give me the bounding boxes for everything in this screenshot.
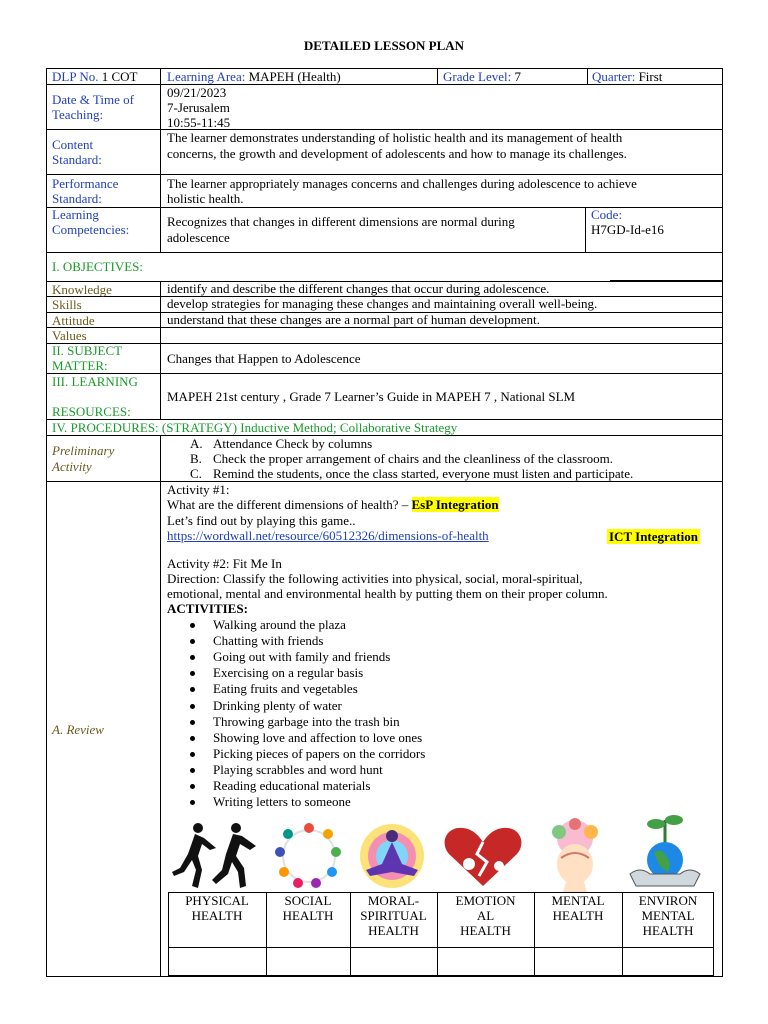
bullet-icon [190,784,195,789]
content-standard-label-2: Standard: [52,152,102,167]
column-emotional-health: EMOTION AL HEALTH [455,893,516,938]
competencies-text: Recognizes that changes in different dimensions are normal during [167,214,515,229]
bullet-icon [190,704,195,709]
activity-item: Reading educational materials [213,778,371,793]
activity-item: Going out with family and friends [213,649,391,665]
performance-standard-text: The learner appropriately manages concerns and challenges during adolescence to achieve [167,176,637,191]
activity-item: Exercising on a regular basis [213,665,364,681]
code-label: Code: [591,207,623,222]
column-physical-health: PHYSICAL HEALTH [185,893,249,923]
direction-text-2: emotional, mental and environmental health by putting them on their proper column. [167,586,608,601]
resources-label-2: RESOURCES: [52,404,131,419]
activities-heading: ACTIVITIES: [167,601,248,616]
preliminary-item: Check the proper arrangement of chairs and the cleanliness of the classroom. [213,451,613,466]
column-moral-spiritual-health: MORAL- SPIRITUAL HEALTH [360,893,427,938]
code-value: H7GD-Id-e16 [591,222,664,237]
attitude-text: understand that these changes are a normal part of human development. [167,312,540,327]
flower-head-icon [537,818,613,892]
subject-matter-label: II. SUBJECT [52,343,123,358]
attitude-label: Attitude [52,313,95,328]
preliminary-mark-c: C. [190,466,202,481]
objectives-heading: I. OBJECTIVES: [52,259,143,274]
activity2-title: Activity #2: Fit Me In [167,556,282,571]
quarter-field: Quarter: First [592,69,663,84]
preliminary-label: Preliminary [52,443,115,458]
activity-item: Drinking plenty of water [213,697,342,713]
subject-matter-label-2: MATTER: [52,358,108,373]
meditation-icon [352,820,432,892]
column-mental-health: MENTAL HEALTH [551,893,605,923]
bullet-icon [190,720,195,725]
activity-item: Playing scrabbles and word hunt [213,761,383,777]
runners-icon [168,820,264,892]
grade-level-field: Grade Level: 7 [443,69,521,84]
knowledge-text: identify and describe the different changes that occur during adolescence. [167,281,550,296]
activity1-lead: Let’s find out by playing this game.. [167,513,356,528]
bullet-icon [190,736,195,741]
procedures-heading: IV. PROCEDURES: (STRATEGY) Inductive Method; Collaborative Strategy [52,420,458,435]
datetime-label: Date & Time of [52,92,134,107]
preliminary-mark-a: A. [190,436,203,451]
activity1-question: What are the different dimensions of health? – EsP Integration [167,497,499,512]
esp-integration-tag: EsP Integration [411,497,499,512]
activity-item: Showing love and affection to love ones [213,729,423,745]
globe-plant-icon [620,810,710,892]
column-social-health: SOCIAL HEALTH [282,893,334,923]
preliminary-item: Remind the students, once the class started, everyone must listen and participate. [213,466,634,481]
activity-item: Throwing garbage into the trash bin [213,713,400,729]
content-standard-text-2: concerns, the growth and development of adolescents and how to manage its challenges. [167,146,627,161]
wordwall-link[interactable]: https://wordwall.net/resource/60512326/dimensions-of-health [167,528,489,543]
performance-standard-label-2: Standard: [52,191,102,206]
date-value: 09/21/2023 [167,85,227,100]
competencies-text-2: adolescence [167,230,230,245]
activity-item: Chatting with friends [213,633,324,649]
section-value: 7-Jerusalem [167,100,230,115]
activity-item: Walking around the plaza [213,617,346,632]
competencies-label: Learning [52,207,99,222]
learning-area-field: Learning Area: MAPEH (Health) [167,69,341,84]
datetime-label-2: Teaching: [52,107,104,122]
resources-value: MAPEH 21st century , Grade 7 Learner’s Guide in MAPEH 7 , National SLM [167,389,576,404]
skills-label: Skills [52,297,82,312]
content-standard-label: Content [52,137,94,152]
dlp-field: DLP No. 1 COT [52,69,138,84]
activity1-title: Activity #1: [167,482,230,497]
preliminary-label-2: Activity [52,459,92,474]
column-environmental-health: ENVIRON MENTAL HEALTH [638,893,698,938]
content-standard-text: The learner demonstrates understanding of holistic health and its management of health [167,130,623,145]
preliminary-mark-b: B. [190,451,202,466]
activity-item: Writing letters to someone [213,794,351,810]
direction-text: Direction: Classify the following activities into physical, social, moral-spiritual, [167,571,583,586]
bullet-icon [190,623,195,628]
broken-heart-icon [437,820,529,892]
knowledge-label: Knowledge [52,282,112,297]
subject-matter-value: Changes that Happen to Adolescence [167,351,361,366]
ict-integration-tag: ICT Integration [609,529,698,544]
time-value: 10:55-11:45 [167,115,231,130]
document-title: DETAILED LESSON PLAN [303,38,465,53]
bullet-icon [190,768,195,773]
values-label: Values [52,328,87,343]
performance-standard-label: Performance [52,176,119,191]
children-circle-icon [268,820,350,892]
activity-item: Eating fruits and vegetables [213,681,358,697]
bullet-icon [190,752,195,757]
resources-label: III. LEARNING [52,374,138,389]
competencies-label-2: Competencies: [52,222,130,237]
skills-text: develop strategies for managing these changes and maintaining overall well-being. [167,296,598,311]
review-label: A. Review [52,722,104,737]
preliminary-item: Attendance Check by columns [213,436,373,451]
performance-standard-text-2: holistic health. [167,191,244,206]
activity-item: Picking pieces of papers on the corridors [213,745,426,761]
